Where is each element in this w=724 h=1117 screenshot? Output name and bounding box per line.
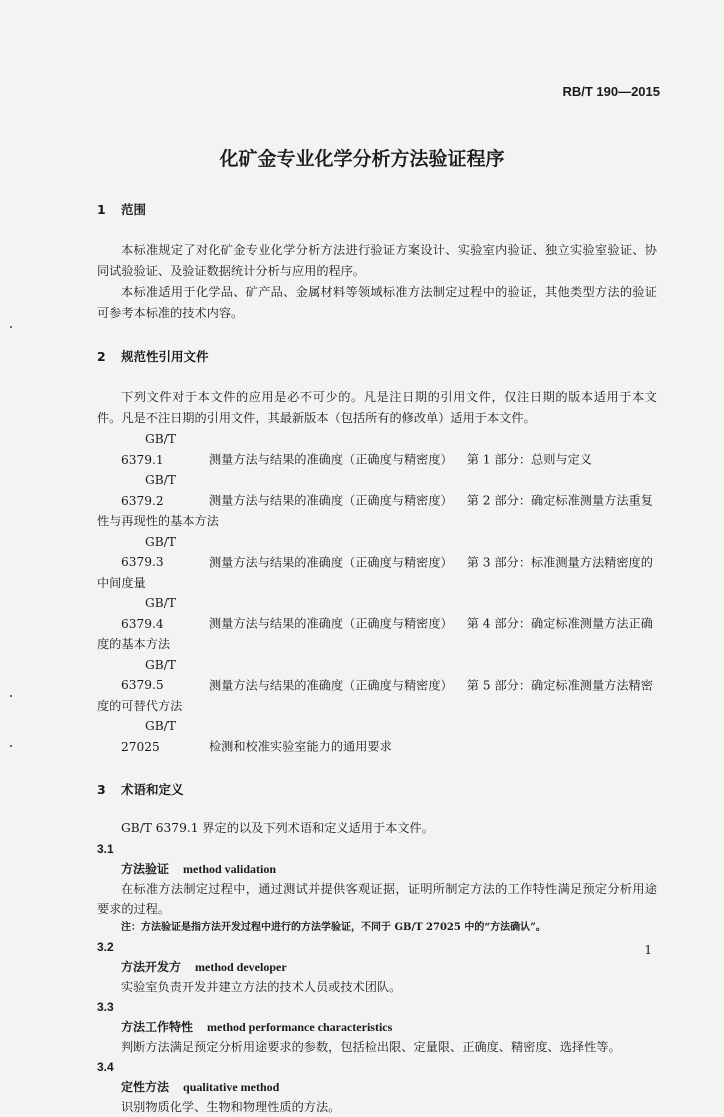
section-number: 3 — [97, 782, 106, 797]
reference-part: 第 4 部分：确定标准测量方法正确 — [466, 616, 653, 631]
reference-title: 检测和校准实验室能力的通用要求 — [209, 739, 392, 754]
term-definition: 在标准方法制定过程中，通过测试并提供客观证据，证明所制定方法的工作特性满足预定分析用途要求的过程。 — [97, 882, 657, 916]
reference-item — [97, 593, 657, 634]
reference-item — [97, 716, 657, 757]
term-en: method performance characteristics — [207, 1020, 393, 1034]
term-definition: 识别物质化学、生物和物理性质的方法。 — [121, 1100, 341, 1114]
reference-continuation: 中间度量 — [97, 575, 146, 590]
reference-title: 测量方法与结果的准确度（正确度与精密度） — [209, 678, 453, 692]
reference-continuation: 度的基本方法 — [97, 637, 171, 651]
term-zh: 方法工作特性 — [121, 1020, 194, 1034]
clause-number: 3.4 — [97, 1060, 114, 1074]
term-definition: 实验室负责开发并建立方法的技术人员或技术团队。 — [121, 980, 402, 994]
reference-code: GB/T 6379.4 — [121, 596, 176, 631]
term-entry — [97, 937, 657, 997]
section-title: 术语和定义 — [121, 782, 184, 797]
section-heading — [97, 347, 657, 365]
term-note: 注：方法验证是指方法开发过程中进行的方法学验证，不同于 GB/T 27025 中的“方法确认”。 — [121, 922, 546, 933]
reference-part: 第 2 部分：确定标准测量方法重复 — [466, 493, 653, 508]
document-number: RB/T 190—2015 — [562, 84, 660, 99]
reference-part: 第 3 部分：标准测量方法精密度的 — [466, 555, 653, 569]
reference-title: 测量方法与结果的准确度（正确度与精密度） — [209, 616, 453, 631]
scan-mark — [10, 326, 12, 328]
term-heading — [97, 1077, 657, 1097]
reference-part: 第 1 部分：总则与定义 — [466, 452, 592, 467]
reference-code: GB/T 6379.3 — [121, 534, 176, 569]
reference-continuation: 性与再现性的基本方法 — [97, 514, 219, 528]
document-title: 化矿金专业化学分析方法验证程序 — [219, 148, 505, 170]
reference-item — [97, 532, 657, 573]
reference-part: 第 5 部分：确定标准测量方法精密 — [466, 678, 653, 692]
paragraph: GB/T 6379.1 界定的以及下列术语和定义适用于本文件。 — [121, 821, 434, 835]
reference-item — [97, 429, 657, 470]
scan-mark — [10, 745, 12, 747]
reference-item — [97, 470, 657, 511]
scan-mark — [10, 695, 12, 697]
reference-title: 测量方法与结果的准确度（正确度与精密度） — [209, 555, 453, 569]
reference-title: 测量方法与结果的准确度（正确度与精密度） — [209, 493, 453, 508]
term-entry — [97, 1057, 657, 1117]
paragraph: 本标准规定了对化矿金专业化学分析方法进行验证方案设计、实验室内验证、独立实验室验证、协同试验验证、及验证数据统计分析与应用的程序。 — [97, 243, 657, 278]
reference-continuation: 度的可替代方法 — [97, 698, 183, 713]
reference-title: 测量方法与结果的准确度（正确度与精密度） — [209, 452, 453, 467]
clause-number: 3.2 — [97, 940, 114, 954]
section-number: 1 — [97, 202, 106, 217]
reference-code: GB/T 6379.1 — [121, 432, 176, 467]
term-definition: 判断方法满足预定分析用途要求的参数，包括检出限、定量限、正确度、精密度、选择性等。 — [121, 1040, 621, 1054]
term-en: qualitative method — [183, 1080, 280, 1094]
paragraph: 下列文件对于本文件的应用是必不可少的。凡是注日期的引用文件，仅注日期的版本适用于本文件。凡是不注日期的引用文件，其最新版本（包括所有的修改单）适用于本文件。 — [97, 390, 657, 425]
document-body — [97, 200, 657, 1117]
term-zh: 定性方法 — [121, 1080, 170, 1094]
section-heading — [97, 200, 657, 218]
clause-number: 3.1 — [97, 842, 114, 856]
term-entry — [97, 839, 657, 937]
reference-code: GB/T 6379.2 — [121, 473, 176, 508]
section-heading — [97, 780, 657, 798]
term-entry — [97, 997, 657, 1057]
term-heading — [97, 957, 657, 977]
reference-list — [97, 429, 657, 757]
term-en: method developer — [195, 960, 287, 974]
clause-number: 3.3 — [97, 1000, 114, 1014]
section-title: 范围 — [121, 202, 147, 217]
section-title: 规范性引用文件 — [121, 349, 209, 364]
page-number: 1 — [644, 943, 652, 957]
reference-code: GB/T 27025 — [121, 719, 176, 754]
term-heading — [97, 1017, 657, 1037]
term-en: method validation — [183, 862, 277, 876]
term-zh: 方法开发方 — [121, 960, 182, 974]
section-number: 2 — [97, 349, 106, 364]
reference-item — [97, 655, 657, 696]
reference-code: GB/T 6379.5 — [121, 657, 176, 692]
term-heading — [97, 859, 657, 879]
term-zh: 方法验证 — [121, 862, 170, 876]
paragraph: 本标准适用于化学品、矿产品、金属材料等领域标准方法制定过程中的验证，其他类型方法的验证可参考本标准的技术内容。 — [97, 285, 657, 320]
